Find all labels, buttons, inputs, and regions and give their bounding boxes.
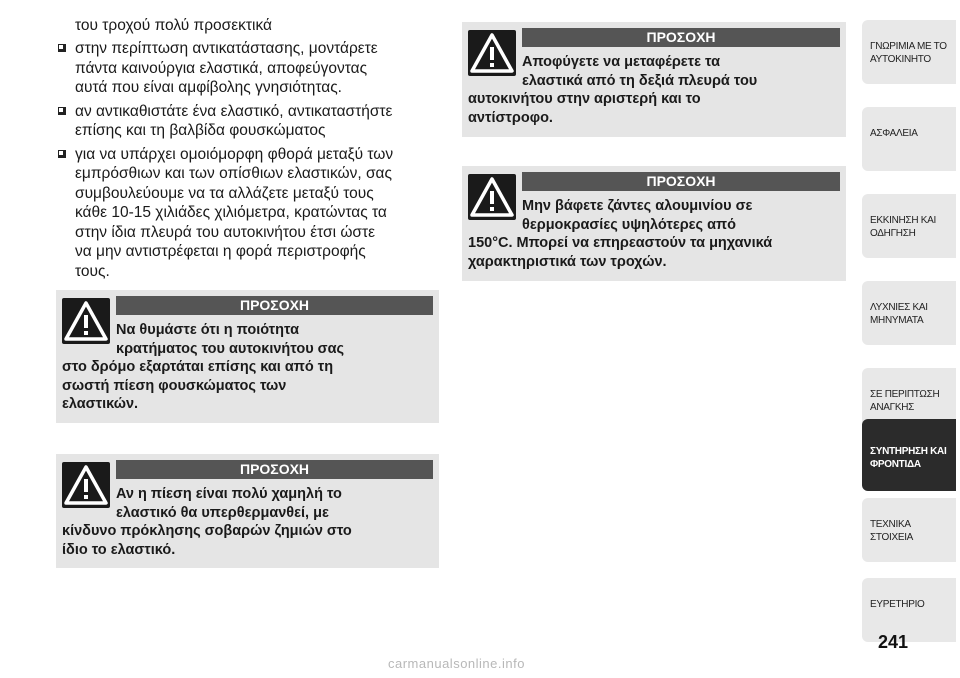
tab-label: ΓΝΩΡΙΜΙΑ ΜΕ ΤΟ bbox=[870, 41, 947, 52]
warning-message bbox=[62, 485, 433, 559]
warning-line: ελαστικών. bbox=[62, 396, 139, 412]
tab-label: ΕΚΚΙΝΗΣΗ ΚΑΙ bbox=[870, 215, 936, 226]
tab-label: ΣΥΝΤΗΡΗΣΗ ΚΑΙ bbox=[870, 446, 947, 457]
warning-triangle-icon bbox=[468, 30, 516, 76]
warning-triangle-icon bbox=[62, 298, 110, 344]
warning-line: αντίστροφο. bbox=[468, 109, 553, 126]
left-column bbox=[58, 16, 440, 285]
tab-getting-to-know[interactable] bbox=[862, 20, 956, 84]
warning-triangle-icon bbox=[468, 174, 516, 220]
checkbox-bullet-icon bbox=[58, 107, 66, 115]
warning-triangle-icon bbox=[62, 462, 110, 508]
bullet-line: επίσης και τη βαλβίδα φουσκώματος bbox=[75, 122, 326, 139]
bullet-line: για να υπάρχει ομοιόμορφη φθορά μεταξύ των bbox=[75, 145, 394, 163]
tab-starting-driving[interactable] bbox=[862, 194, 956, 258]
bullet-line: στην ίδια πλευρά του αυτοκινήτου έτσι ώστε bbox=[75, 223, 376, 241]
warning-line: κίνδυνο πρόκλησης σοβαρών ζημιών στο bbox=[62, 523, 352, 539]
warning-heading: ΠΡΟΣΟΧΗ bbox=[522, 172, 840, 191]
tab-maintenance-care[interactable] bbox=[862, 419, 956, 491]
warning-line: 150°C. Μπορεί να επηρεαστούν τα μηχανικά bbox=[468, 235, 773, 251]
tab-technical-data[interactable] bbox=[862, 498, 956, 562]
warning-line: κρατήματος του αυτοκινήτου σας bbox=[116, 340, 345, 357]
tab-label: ΑΝΑΓΚΗΣ bbox=[870, 402, 915, 413]
warning-line: Να θυμάστε ότι η ποιότητα bbox=[116, 322, 299, 338]
warning-line: αυτοκινήτου στην αριστερή και το bbox=[468, 91, 701, 107]
lead-line: του τροχού πολύ προσεκτικά bbox=[75, 17, 272, 34]
warning-line: χαρακτηριστικά των τροχών. bbox=[468, 253, 667, 270]
warning-box bbox=[56, 454, 439, 568]
bullet-line: πάντα καινούργια ελαστικά, αποφεύγοντας bbox=[75, 59, 368, 77]
warning-line: ίδιο το ελαστικό. bbox=[62, 541, 176, 558]
warning-box bbox=[462, 166, 846, 281]
checkbox-bullet-icon bbox=[58, 150, 66, 158]
checkbox-bullet-icon bbox=[58, 44, 66, 52]
bullet-item bbox=[58, 39, 440, 98]
bullet-item bbox=[58, 102, 440, 141]
tab-label: ΤΕΧΝΙΚΑ ΣΤΟΙΧΕΙΑ bbox=[870, 519, 914, 543]
warning-box bbox=[462, 22, 846, 137]
warning-heading: ΠΡΟΣΟΧΗ bbox=[116, 460, 433, 479]
tab-label: ΑΣΦΑΛΕΙΑ bbox=[870, 128, 918, 139]
warning-line: Αποφύγετε να μεταφέρετε τα bbox=[522, 54, 721, 70]
bullet-line: εμπρόσθιων και των οπίσθιων ελαστικών, σας bbox=[75, 165, 392, 182]
bullet-line: αν αντικαθιστάτε ένα ελαστικό, αντικαταστήστε bbox=[75, 102, 393, 120]
tab-lights-messages[interactable] bbox=[862, 281, 956, 345]
warning-message bbox=[468, 53, 840, 127]
warning-line: Μην βάφετε ζάντες αλουμινίου σε bbox=[522, 198, 753, 214]
tab-label: ΦΡΟΝΤΙΔΑ bbox=[870, 459, 921, 470]
tab-safety[interactable] bbox=[862, 107, 956, 171]
warning-line: Αν η πίεση είναι πολύ χαμηλή το bbox=[116, 486, 342, 502]
tab-label: ΛΥΧΝΙΕΣ ΚΑΙ bbox=[870, 302, 928, 313]
tab-label: ΟΔΗΓΗΣΗ bbox=[870, 228, 916, 239]
tab-label: ΕΥΡΕΤΗΡΙΟ bbox=[870, 599, 925, 610]
tab-label: ΑΥΤΟΚΙΝΗΤΟ bbox=[870, 54, 931, 65]
bullet-line: τους. bbox=[75, 262, 110, 280]
warning-line: σωστή πίεση φουσκώματος των bbox=[62, 377, 287, 394]
warning-box bbox=[56, 290, 439, 423]
watermark: carmanualsonline.info bbox=[388, 656, 525, 671]
bullet-line: κάθε 10-15 χιλιάδες χιλιόμετρα, κρατώντας τα bbox=[75, 204, 387, 221]
bullet-item bbox=[58, 145, 440, 282]
warning-message bbox=[62, 321, 433, 414]
warning-line: ελαστικά από τη δεξιά πλευρά του bbox=[522, 72, 758, 89]
tab-label: ΣΕ ΠΕΡΙΠΤΩΣΗ bbox=[870, 389, 940, 400]
tab-label: ΜΗΝΥΜΑΤΑ bbox=[870, 315, 924, 326]
warning-line: θερμοκρασίες υψηλότερες από bbox=[522, 216, 736, 233]
bullet-line: αυτά που είναι αμφίβολης γνησιότητας. bbox=[75, 79, 342, 96]
page-number: 241 bbox=[878, 632, 909, 652]
bullet-line: συμβουλεύουμε να τα αλλάζετε μεταξύ τους bbox=[75, 184, 374, 202]
warning-message bbox=[468, 197, 840, 271]
bullet-line: να μην αντιστρέφεται η φορά περιστροφής bbox=[75, 243, 366, 260]
tab-index[interactable] bbox=[862, 578, 956, 642]
warning-heading: ΠΡΟΣΟΧΗ bbox=[116, 296, 433, 315]
warning-line: ελαστικό θα υπερθερμανθεί, με bbox=[116, 504, 329, 521]
warning-heading: ΠΡΟΣΟΧΗ bbox=[522, 28, 840, 47]
bullet-line: στην περίπτωση αντικατάστασης, μοντάρετε bbox=[75, 40, 378, 57]
warning-line: στο δρόμο εξαρτάται επίσης και από τη bbox=[62, 359, 334, 375]
